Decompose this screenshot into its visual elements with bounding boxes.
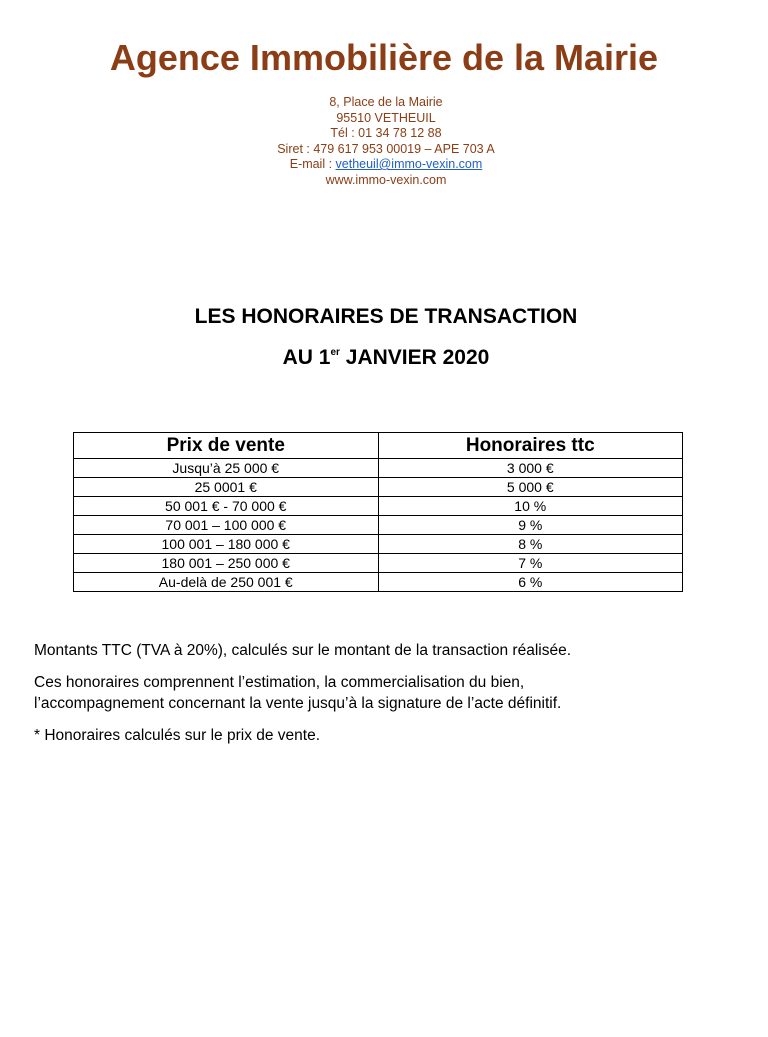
date-superscript: er <box>330 347 340 358</box>
agency-address: 8, Place de la Mairie <box>329 95 443 109</box>
date-prefix: AU 1 <box>282 346 331 369</box>
sale-price-cell: 50 001 € - 70 000 € <box>74 497 379 516</box>
table-row <box>74 478 683 497</box>
agency-phone: Tél : 01 34 78 12 88 <box>330 126 442 140</box>
table-row <box>74 573 683 592</box>
note-included-line-1: Ces honoraires comprennent l’estimation, la commercialisation du bien, <box>34 674 525 691</box>
email-label: E-mail : <box>289 157 336 171</box>
agency-website: www.immo-vexin.com <box>325 172 447 187</box>
fee-cell: 9 % <box>378 516 683 535</box>
fee-cell: 7 % <box>378 554 683 573</box>
notes-section <box>34 640 734 757</box>
note-included-services <box>34 672 734 714</box>
header-sale-price: Prix de vente <box>74 433 379 459</box>
agency-name: Agence Immobilière de la Mairie <box>109 37 659 78</box>
table-row <box>74 554 683 573</box>
sale-price-cell: Au-delà de 250 001 € <box>74 573 379 592</box>
note-footnote: * Honoraires calculés sur le prix de vente. <box>34 727 321 744</box>
sale-price-cell: 180 001 – 250 000 € <box>74 554 379 573</box>
fee-cell: 3 000 € <box>378 459 683 478</box>
sale-price-cell: 70 001 – 100 000 € <box>74 516 379 535</box>
agency-email-line <box>0 157 768 173</box>
table-header-row <box>74 433 683 459</box>
email-link[interactable]: vetheuil@immo-vexin.com <box>335 157 483 171</box>
fee-cell: 8 % <box>378 535 683 554</box>
table-row <box>74 459 683 478</box>
sale-price-cell: Jusqu’à 25 000 € <box>74 459 379 478</box>
agency-contact-block <box>0 95 768 188</box>
document-date <box>0 346 768 370</box>
fee-cell: 6 % <box>378 573 683 592</box>
fees-table <box>73 432 683 592</box>
fee-cell: 10 % <box>378 497 683 516</box>
table-row <box>74 497 683 516</box>
agency-siret: Siret : 479 617 953 00019 – APE 703 A <box>277 141 495 156</box>
note-vat: Montants TTC (TVA à 20%), calculés sur le montant de la transaction réalisée. <box>34 642 572 659</box>
fee-cell: 5 000 € <box>378 478 683 497</box>
note-included-line-2: l’accompagnement concernant la vente jusqu’à la signature de l’acte définitif. <box>34 695 562 712</box>
table-row <box>74 535 683 554</box>
date-suffix: JANVIER 2020 <box>339 346 490 369</box>
header-fees: Honoraires ttc <box>378 433 683 459</box>
agency-city: 95510 VETHEUIL <box>336 110 436 125</box>
document-title: LES HONORAIRES DE TRANSACTION <box>194 305 578 328</box>
sale-price-cell: 25 0001 € <box>74 478 379 497</box>
sale-price-cell: 100 001 – 180 000 € <box>74 535 379 554</box>
table-row <box>74 516 683 535</box>
